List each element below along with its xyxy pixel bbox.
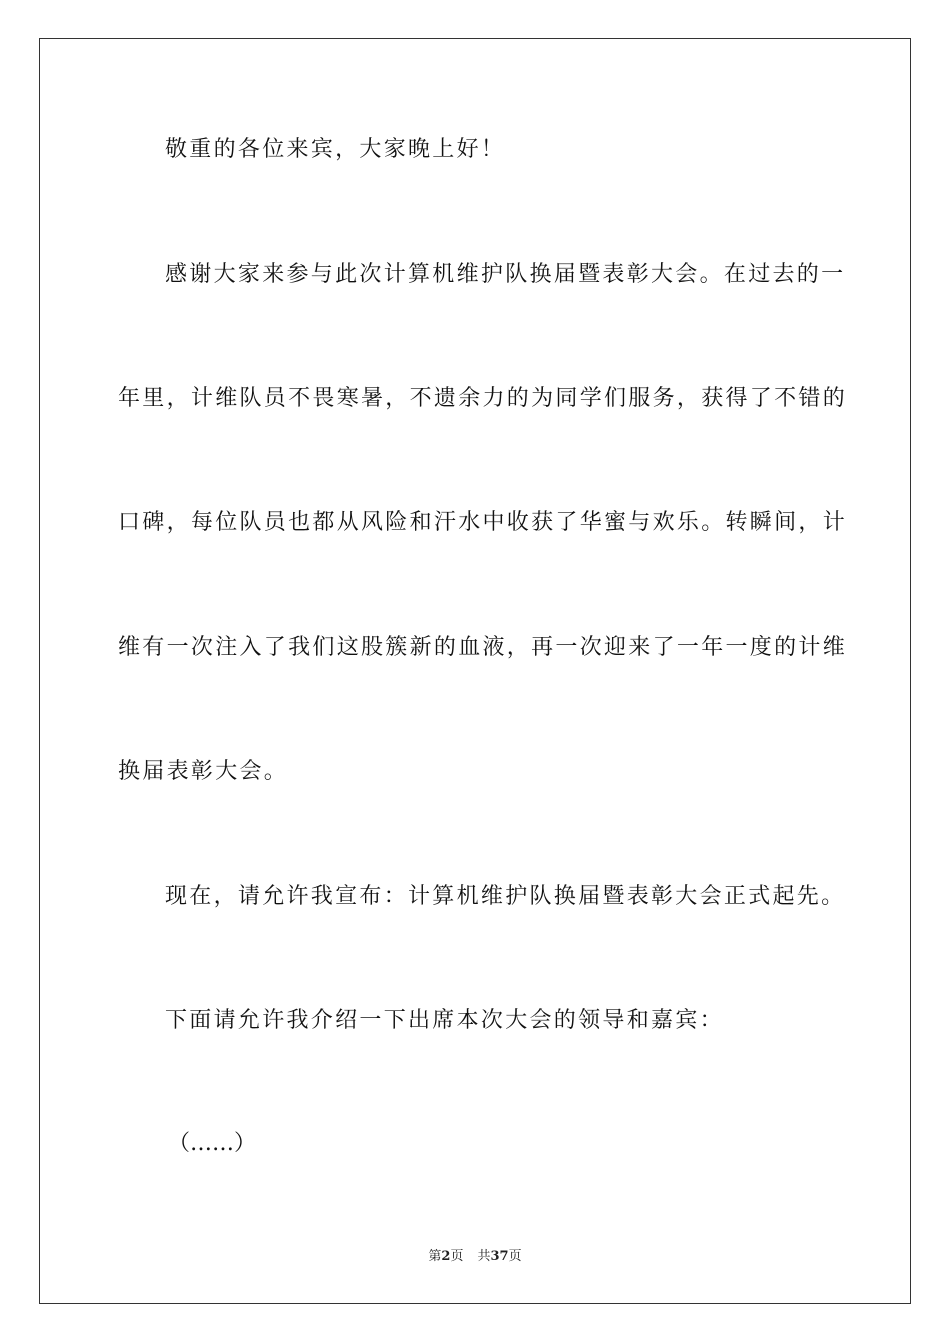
paragraph-line: 维有一次注入了我们这股簇新的血液，再一次迎来了一年一度的计维 [118,635,848,660]
introduction-line: 下面请允许我介绍一下出席本次大会的领导和嘉宾： [165,1008,724,1033]
paragraph-line: 换届表彰大会。 [118,759,289,784]
paragraph-line: 感谢大家来参与此次计算机维护队换届暨表彰大会。在过去的一 [165,262,846,287]
paragraph-line: 口碑，每位队员也都从风险和汗水中收获了华蜜与欢乐。转瞬间，计 [118,510,848,535]
announcement-line: 现在，请允许我宣布：计算机维护队换届暨表彰大会正式起先。 [165,884,846,909]
page-suffix: 页 [450,1249,464,1264]
page-border [39,38,911,1304]
total-pages: 37 [490,1249,509,1264]
total-prefix: 共 [477,1249,491,1264]
page-number: 2 [441,1249,451,1264]
page-footer [0,1248,950,1266]
total-suffix: 页 [508,1249,522,1264]
ellipsis-line: （……） [168,1131,257,1156]
greeting-line: 敬重的各位来宾，大家晚上好！ [165,137,506,162]
paragraph-line: 年里，计维队员不畏寒暑，不遗余力的为同学们服务，获得了不错的 [118,386,848,411]
page-prefix: 第 [428,1249,442,1264]
